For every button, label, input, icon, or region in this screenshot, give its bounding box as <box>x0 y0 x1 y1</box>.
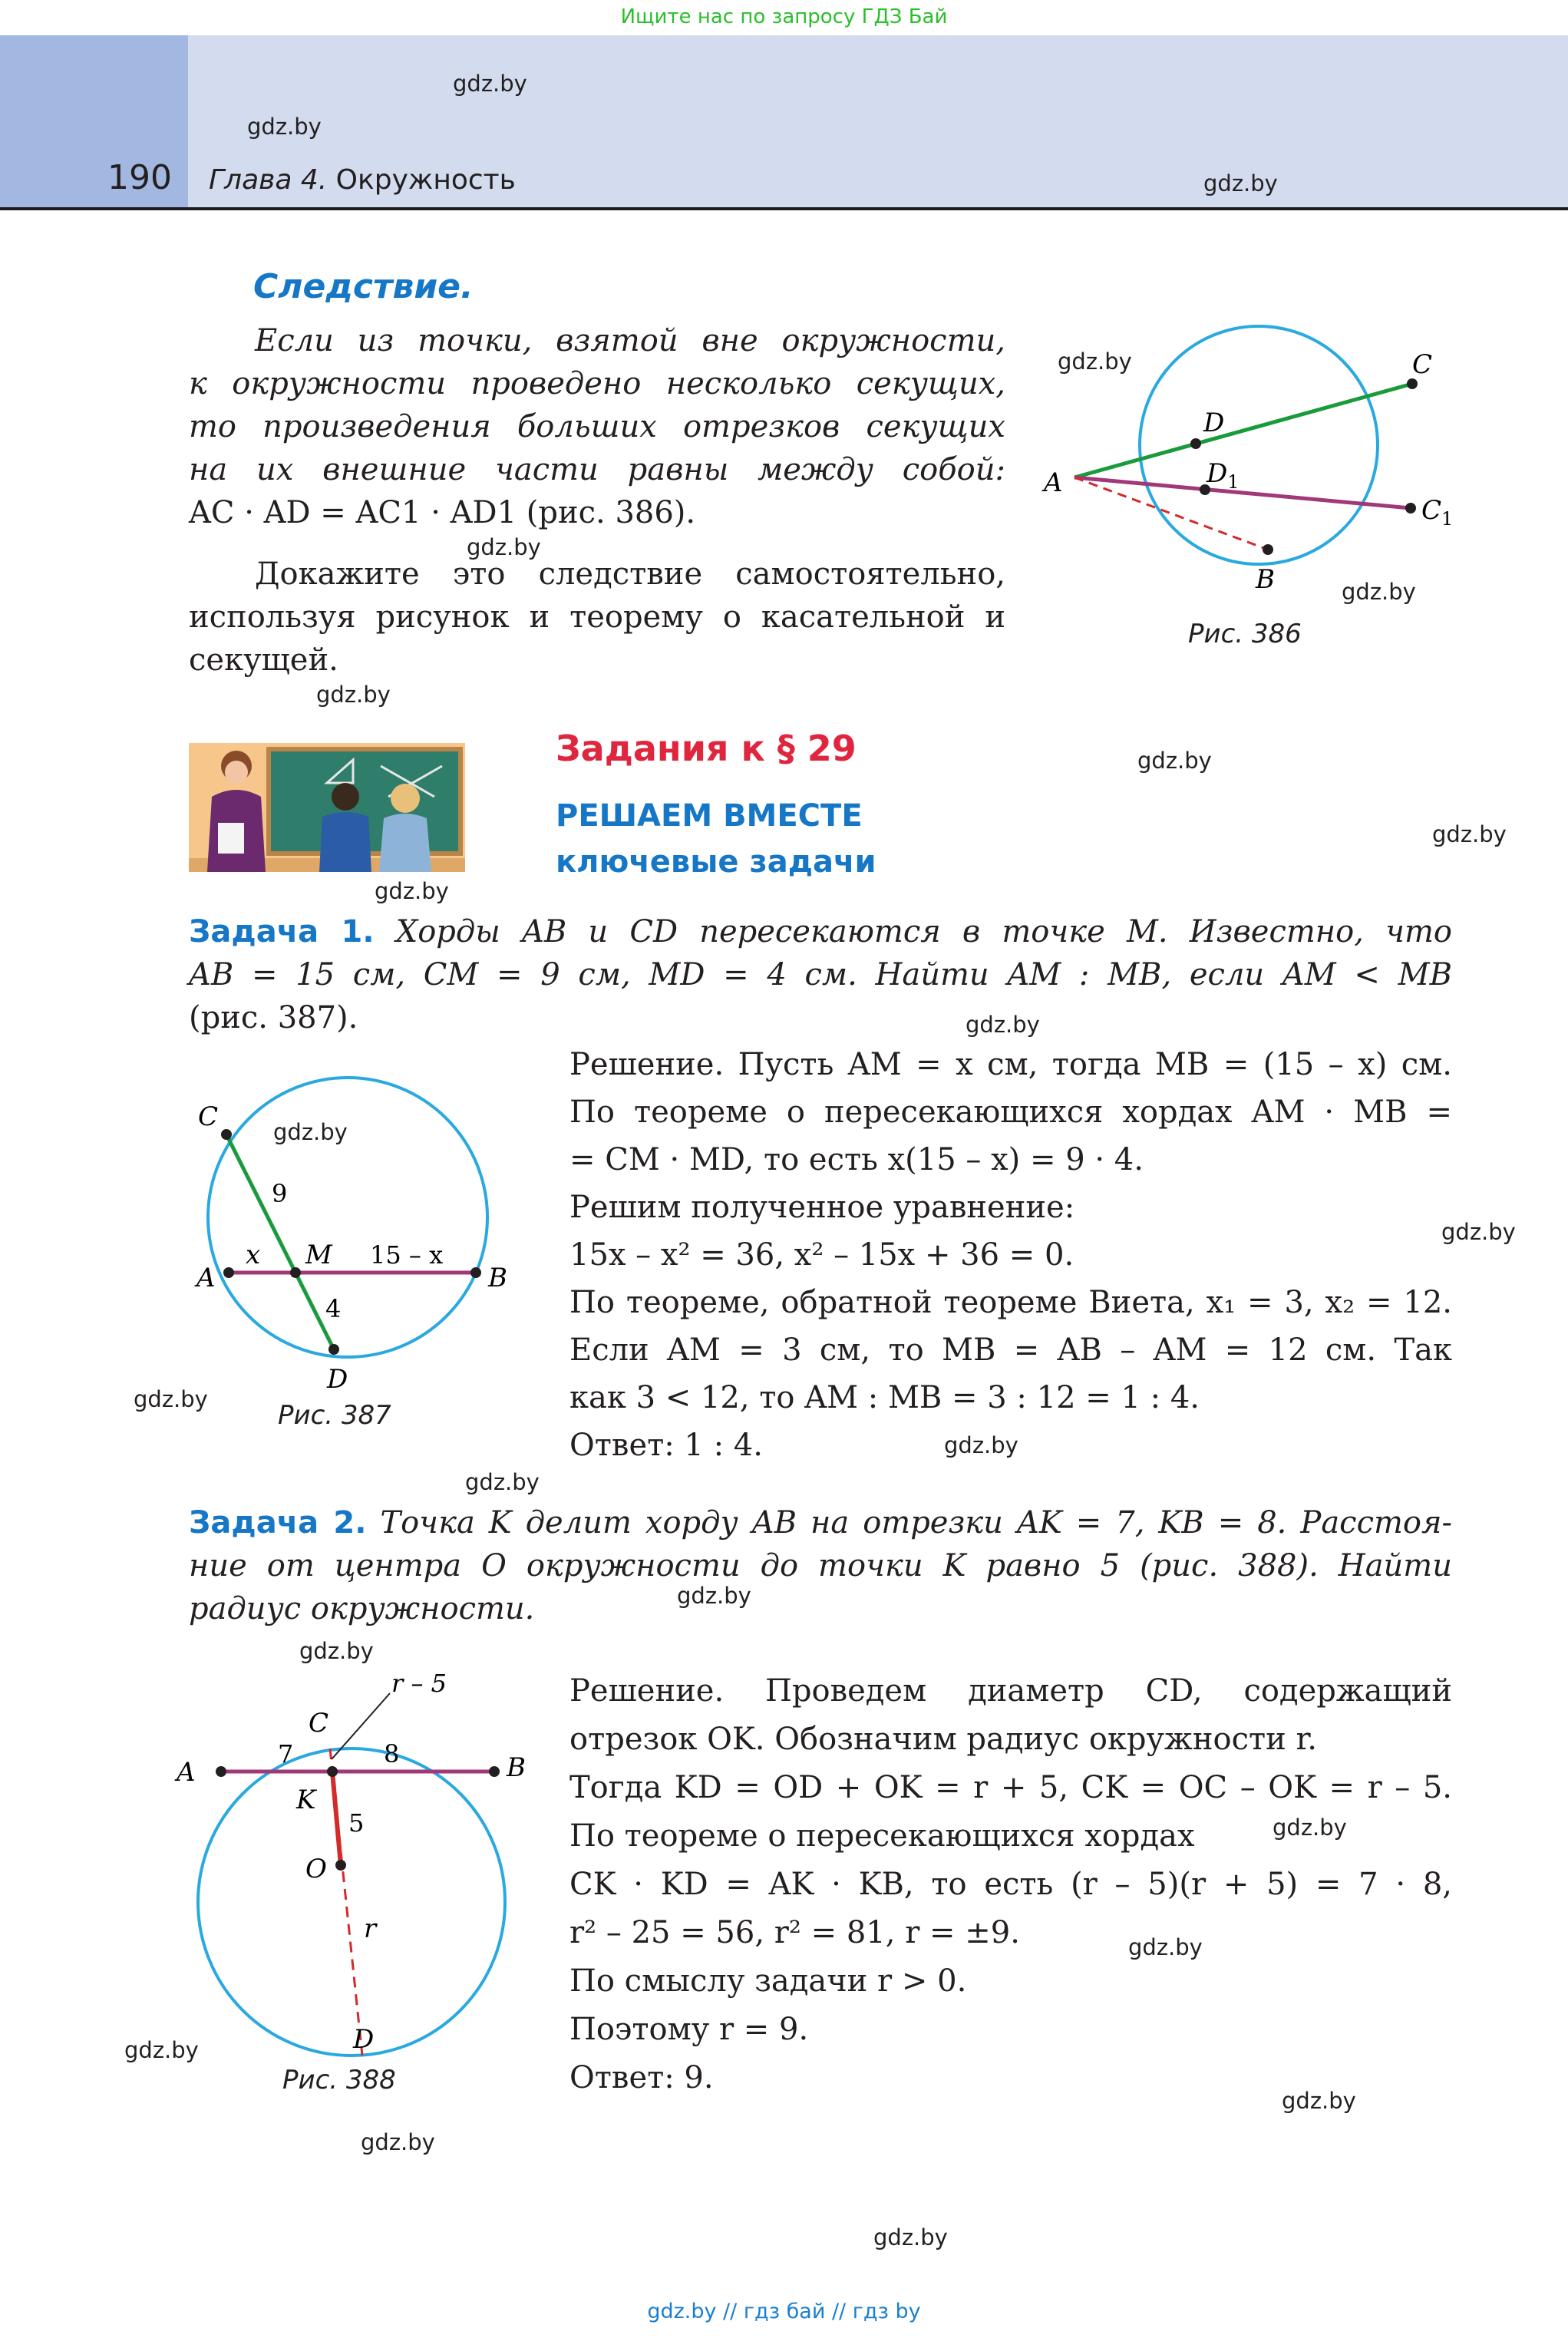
proof-line: секущей. <box>189 642 338 678</box>
fig387-point-b <box>470 1267 481 1278</box>
watermark: gdz.by <box>1203 170 1278 196</box>
fig388-circle <box>198 1749 505 2056</box>
fig388-caption: Рис. 388 <box>282 2065 396 2095</box>
footer-links: gdz.by // гдз бай // гдз by <box>647 2300 921 2323</box>
fig387-circle <box>208 1078 487 1357</box>
watermark: gdz.by <box>467 534 541 560</box>
fig388-label-8: 8 <box>384 1739 400 1768</box>
fig387-label-segment: 15 – x <box>370 1240 444 1270</box>
fig387-label-m: M <box>305 1240 332 1270</box>
watermark: gdz.by <box>316 682 391 708</box>
fig387-label-9: 9 <box>272 1179 288 1208</box>
task1-statement-line: Задача 1. Хорды AB и CD пересекаются в точке M. Известно, что <box>189 914 1452 949</box>
fig388-point-a <box>216 1766 226 1777</box>
fig388-point-k <box>327 1766 338 1777</box>
fig388-label-r-minus-5: r – 5 <box>391 1669 447 1698</box>
fig388-label-a: A <box>177 1757 196 1788</box>
fig387-label-4: 4 <box>325 1294 342 1323</box>
watermark: gdz.by <box>677 1583 751 1609</box>
fig386-point-d <box>1190 438 1201 449</box>
watermark: gdz.by <box>361 2129 435 2155</box>
task1-solution <box>569 1041 1452 1469</box>
figure-387 <box>184 1044 545 1412</box>
page-number: 190 <box>107 158 172 197</box>
section-subtitle-2: ключевые задачи <box>556 844 876 880</box>
figure-386 <box>1028 307 1520 629</box>
watermark: gdz.by <box>299 1638 374 1664</box>
task2-solution-line: По теореме о пересекающихся хордах <box>569 1818 1195 1854</box>
chapter-label: Глава 4. <box>209 164 328 196</box>
task2-solution-line: Решение. Проведем диаметр CD, содержащий <box>569 1673 1452 1709</box>
fig386-label-d: D <box>1203 408 1225 438</box>
task2-solution-line: отрезок OK. Обозначим радиус окружности r. <box>569 1722 1317 1757</box>
watermark: gdz.by <box>1441 1219 1516 1245</box>
fig388-label-5: 5 <box>348 1808 365 1838</box>
task2-solution-line: Поэтому r = 9. <box>569 2012 809 2047</box>
fig387-label-d: D <box>327 1364 348 1395</box>
task1-solution-line: Решение. Пусть AM = x см, тогда MB = (15 – x) см. <box>569 1047 1452 1082</box>
proof-line: используя рисунок и теорему о касательной и <box>189 599 1005 635</box>
watermark: gdz.by <box>1342 579 1416 605</box>
watermark: gdz.by <box>124 2037 199 2063</box>
task1-solution-line: = CM · MD, то есть x(15 – x) = 9 · 4. <box>569 1142 1144 1177</box>
watermark: gdz.by <box>273 1119 348 1145</box>
task1-solution-line: 15x – x² = 36, x² – 15x + 36 = 0. <box>569 1237 1074 1273</box>
fig388-label-d: D <box>353 2024 375 2055</box>
fig386-label-a: A <box>1044 467 1063 498</box>
task2-solution-line: Тогда KD = OD + OK = r + 5, CK = OC – OK = r – 5. <box>569 1770 1452 1805</box>
task1-answer: Ответ: 1 : 4. <box>569 1428 763 1463</box>
watermark: gdz.by <box>1058 348 1132 375</box>
corollary-text <box>189 319 1005 534</box>
chapter-title <box>209 164 516 196</box>
task2-solution <box>569 1667 1452 2102</box>
fig387-point-c <box>221 1129 232 1140</box>
watermark: gdz.by <box>375 878 449 904</box>
task1-statement <box>189 910 1452 1039</box>
watermark: gdz.by <box>1282 2088 1356 2114</box>
task2-statement-line: радиус окружности. <box>189 1591 535 1626</box>
fig387-label-x: x <box>246 1240 261 1270</box>
task1-solution-line: По теореме о пересекающихся хордах AM · MB = <box>569 1095 1452 1130</box>
fig386-label-d1: $D_1$ <box>1207 458 1240 493</box>
fig386-secant-ac <box>1074 384 1412 477</box>
task1-statement-line: (рис. 387). <box>189 1000 358 1035</box>
task1-solution-line: Решим полученное уравнение: <box>569 1190 1075 1225</box>
proof-line: Докажите это следствие самостоятельно, <box>255 556 1005 592</box>
corollary-line: то произведения больших отрезков секущих <box>189 409 1005 444</box>
fig388-label-b: B <box>507 1752 526 1783</box>
section-subtitle-1: РЕШАЕМ ВМЕСТЕ <box>556 798 863 834</box>
fig387-label-c: C <box>198 1101 219 1132</box>
task1-solution-line: Если AM = 3 см, то MB = AB – AM = 12 см. Так <box>569 1332 1452 1368</box>
fig386-label-b: B <box>1256 564 1275 595</box>
top-banner: Ищите нас по запросу ГДЗ Бай <box>620 5 948 28</box>
task1-statement-line: AB = 15 см, CM = 9 см, MD = 4 см. Найти AM : MB, если AM < MB <box>189 957 1452 992</box>
watermark: gdz.by <box>465 1469 540 1495</box>
fig388-point-o <box>335 1860 346 1871</box>
fig387-label-b: B <box>488 1263 507 1293</box>
fig386-point-b <box>1263 544 1273 555</box>
corollary-line: Если из точки, взятой вне окружности, <box>255 323 1005 358</box>
watermark: gdz.by <box>1273 1815 1347 1841</box>
watermark: gdz.by <box>1128 1934 1203 1960</box>
header-divider <box>0 207 1568 210</box>
fig386-caption: Рис. 386 <box>1188 619 1302 649</box>
fig387-point-m <box>290 1267 301 1278</box>
section-title: Задания к § 29 <box>556 728 857 769</box>
chapter-name: Окружность <box>335 164 516 196</box>
fig388-segment-ok <box>332 1772 341 1865</box>
fig386-label-c1: $C_1$ <box>1421 495 1454 530</box>
figure-388 <box>161 1643 545 2072</box>
corollary-title: Следствие. <box>253 267 474 306</box>
task2-answer: Ответ: 9. <box>569 2060 714 2095</box>
fig386-point-c1 <box>1405 503 1416 514</box>
task2-statement-line: Задача 2. Точка K делит хорду AB на отрезки AK = 7, KB = 8. Расстоя- <box>189 1505 1452 1541</box>
classroom-illustration <box>189 743 465 872</box>
task2-statement-line: ние от центра O окружности до точки K равно 5 (рис. 388). Найти <box>189 1548 1452 1583</box>
fig387-point-d <box>328 1344 339 1355</box>
fig388-label-r: r <box>364 1914 377 1944</box>
fig388-point-b <box>489 1766 500 1777</box>
watermark: gdz.by <box>247 114 322 140</box>
fig387-point-a <box>223 1267 234 1278</box>
task2-solution-line: По смыслу задачи r > 0. <box>569 1963 967 1999</box>
task1-solution-line: По теореме, обратной теореме Виета, x₁ = 3, x₂ = 12. <box>569 1285 1452 1320</box>
watermark: gdz.by <box>1137 748 1212 774</box>
fig386-point-c <box>1407 378 1418 389</box>
task2-label: Задача 2. <box>189 1505 367 1541</box>
fig386-label-c: C <box>1412 349 1433 380</box>
fig388-label-c: C <box>309 1708 329 1739</box>
corollary-line: на их внешние части равны между собой: <box>189 452 1005 487</box>
watermark: gdz.by <box>134 1386 208 1412</box>
task2-solution-line: r² – 25 = 56, r² = 81, r = ±9. <box>569 1915 1020 1950</box>
task2-solution-line: CK · KD = AK · KB, то есть (r – 5)(r + 5) = 7 · 8, <box>569 1867 1452 1902</box>
fig386-circle <box>1140 326 1378 564</box>
fig388-label-7: 7 <box>278 1739 294 1768</box>
corollary-proof <box>189 553 1005 682</box>
corollary-line: к окружности проведено несколько секущих, <box>189 366 1005 401</box>
fig386-secant-ac1 <box>1074 477 1411 508</box>
watermark: gdz.by <box>1432 821 1507 847</box>
watermark: gdz.by <box>453 71 527 97</box>
watermark: gdz.by <box>966 1012 1040 1038</box>
task1-solution-line: как 3 < 12, то AM : MB = 3 : 12 = 1 : 4. <box>569 1380 1200 1415</box>
task2-statement <box>189 1501 1452 1630</box>
task1-label: Задача 1. <box>189 914 375 949</box>
corollary-formula: AC · AD = AC1 · AD1 (рис. 386). <box>189 495 696 530</box>
watermark: gdz.by <box>873 2224 948 2250</box>
fig387-label-a: A <box>196 1263 216 1293</box>
fig387-caption: Рис. 387 <box>278 1400 391 1431</box>
fig388-label-o: O <box>305 1854 327 1884</box>
fig388-label-k: K <box>296 1785 316 1815</box>
watermark: gdz.by <box>944 1432 1018 1458</box>
